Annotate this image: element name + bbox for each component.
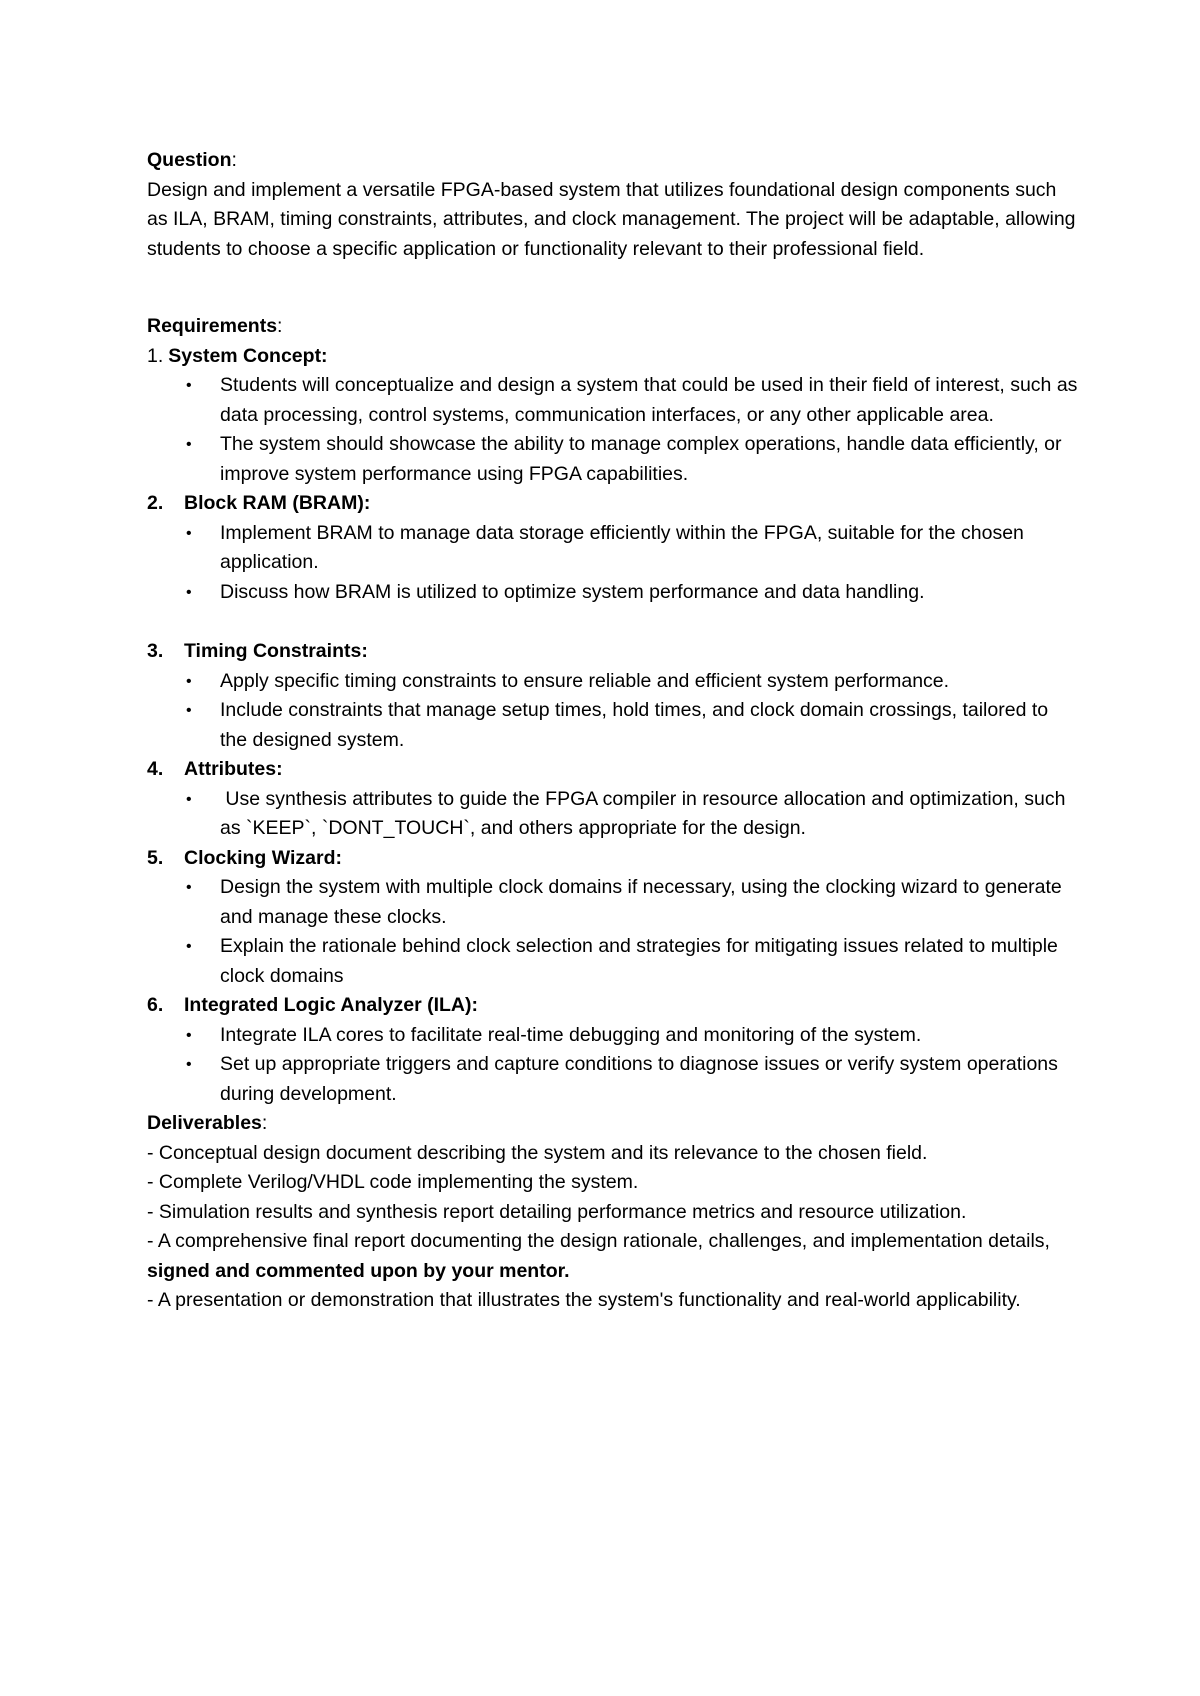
requirement-item (147, 844, 1080, 992)
requirement-name: Clocking Wizard: (184, 846, 342, 869)
requirement-title (147, 342, 1080, 372)
bullet-text: Students will conceptualize and design a system that could be used in their field of interest, such as data processing, control systems, communication interfaces, or any other applicable area. (220, 374, 1078, 426)
bullet-list (147, 1021, 1080, 1110)
requirement-name: System Concept: (168, 344, 328, 367)
deliverable-item: - Conceptual design document describing the system and its relevance to the chosen field. (147, 1141, 928, 1164)
requirement-title (147, 755, 1080, 785)
bullet-item (147, 519, 1080, 578)
bullet-text: Design the system with multiple clock domains if necessary, using the clocking wizard to generate and manage these clocks. (220, 876, 1062, 928)
bullet-text: Implement BRAM to manage data storage efficiently within the FPGA, suitable for the chosen application. (220, 521, 1024, 573)
spacer (147, 264, 1080, 312)
requirement-title (147, 844, 1080, 874)
requirement-number: 6. (147, 994, 164, 1016)
requirement-number: 2. (147, 492, 164, 514)
bullet-text: The system should showcase the ability to manage complex operations, handle data efficiently, or improve system performance using FPGA capabilities. (220, 433, 1062, 485)
bullet-item (147, 1050, 1080, 1109)
requirement-number: 1. (147, 344, 164, 367)
bullet-item (147, 932, 1080, 991)
bullet-dot-icon: • (186, 938, 192, 955)
requirement-name: Block RAM (BRAM): (184, 492, 371, 514)
deliverables-heading (147, 1109, 1080, 1139)
bullet-text: Set up appropriate triggers and capture conditions to diagnose issues or verify system operations during development. (220, 1053, 1058, 1105)
question-text: Design and implement a versatile FPGA-based system that utilizes foundational design components such as ILA, BRAM, timing constraints, attributes, and clock management. The project will be adaptable, allowing students to choose a specific application or functionality relevant to their professional field. (147, 178, 1076, 260)
bullet-list (147, 371, 1080, 489)
spacer (147, 607, 1080, 637)
bullet-text: Discuss how BRAM is utilized to optimize system performance and data handling. (220, 580, 925, 603)
bullet-dot-icon: • (186, 1056, 192, 1073)
bullet-text: Include constraints that manage setup times, hold times, and clock domain crossings, tailored to the designed system. (220, 699, 1049, 751)
requirement-item (147, 991, 1080, 1109)
deliverable-item: - A presentation or demonstration that illustrates the system's functionality and real-world applicability. (147, 1289, 1021, 1311)
bullet-item (147, 371, 1080, 430)
requirements-colon: : (277, 315, 283, 337)
bullet-text: Explain the rationale behind clock selection and strategies for mitigating issues related to multiple clock domains (220, 935, 1058, 987)
requirement-title (147, 489, 1080, 519)
deliverable-item (147, 1227, 1080, 1286)
deliverables-label: Deliverables (147, 1112, 262, 1134)
requirement-number: 5. (147, 846, 164, 869)
bullet-dot-icon: • (186, 1026, 192, 1044)
bullet-text: Apply specific timing constraints to ensure reliable and efficient system performance. (220, 669, 950, 692)
deliverable-emphasis: signed and commented upon by your mentor. (147, 1259, 570, 1282)
requirement-item (147, 637, 1080, 755)
deliverable-text: - A comprehensive final report documenting the design rationale, challenges, and implementation details, (147, 1230, 1050, 1252)
requirement-name: Attributes: (184, 758, 283, 780)
bullet-dot-icon: • (186, 879, 192, 896)
requirement-name: Integrated Logic Analyzer (ILA): (184, 994, 478, 1016)
bullet-item (147, 667, 1080, 697)
requirement-number: 3. (147, 640, 164, 662)
question-heading (147, 146, 1080, 176)
bullet-dot-icon: • (186, 702, 192, 719)
deliverable-item: - Simulation results and synthesis report detailing performance metrics and resource utilization. (147, 1200, 967, 1223)
requirement-item (147, 342, 1080, 490)
bullet-item (147, 785, 1080, 844)
bullet-item (147, 1021, 1080, 1051)
requirement-item (147, 755, 1080, 844)
requirements-label: Requirements (147, 315, 278, 337)
bullet-text: Use synthesis attributes to guide the FPGA compiler in resource allocation and optimization, such as `KEEP`, `DONT_TOUCH`, and others appropriate for the design. (220, 787, 1071, 839)
bullet-list (147, 785, 1080, 844)
requirement-title (147, 637, 1080, 667)
deliverables-colon: : (261, 1112, 268, 1134)
bullet-list (147, 873, 1080, 991)
requirement-number: 4. (147, 758, 164, 780)
bullet-item (147, 696, 1080, 755)
bullet-list (147, 667, 1080, 756)
bullet-dot-icon: • (186, 436, 192, 453)
bullet-dot-icon: • (186, 524, 192, 542)
bullet-text: Integrate ILA cores to facilitate real-time debugging and monitoring of the system. (220, 1023, 922, 1046)
requirements-heading (147, 312, 1080, 342)
question-colon: : (231, 149, 237, 171)
bullet-item (147, 578, 1080, 608)
requirement-item (147, 489, 1080, 637)
bullet-dot-icon: • (186, 583, 192, 601)
bullet-dot-icon: • (186, 672, 192, 690)
requirement-name: Timing Constraints: (184, 640, 368, 662)
bullet-dot-icon: • (186, 377, 192, 394)
question-label: Question (147, 149, 232, 171)
deliverable-item: - Complete Verilog/VHDL code implementing the system. (147, 1171, 639, 1193)
bullet-dot-icon: • (186, 790, 192, 808)
requirement-title (147, 991, 1080, 1021)
bullet-list (147, 519, 1080, 608)
requirements-list (147, 342, 1080, 1110)
bullet-item (147, 430, 1080, 489)
bullet-item (147, 873, 1080, 932)
